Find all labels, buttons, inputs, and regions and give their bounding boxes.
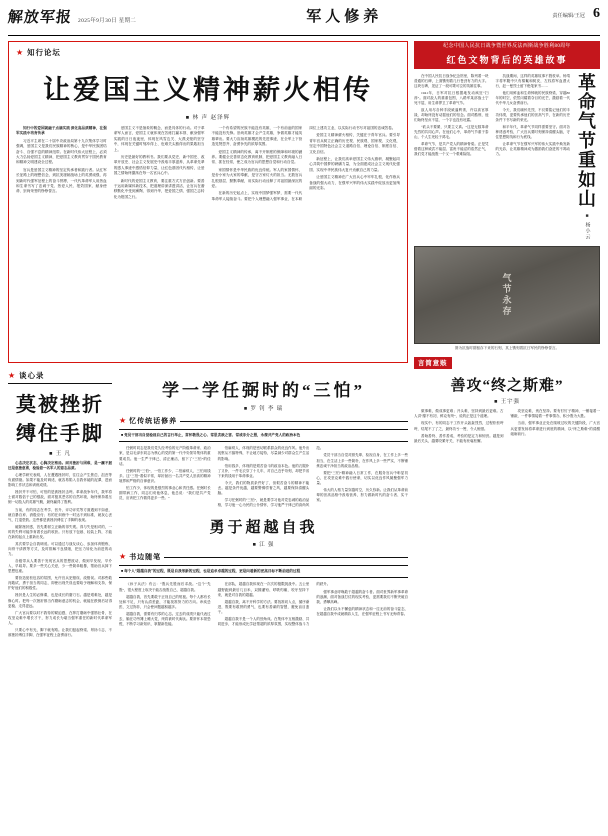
page-number: 6 — [593, 6, 600, 21]
right-column — [414, 41, 600, 831]
self-paragraph: 《孙子兵法》有云：“胜兵先胜而后求战。”这个“先胜”，很大程度上取决于能否战胜自己、超越自我。 — [119, 582, 211, 592]
lead-paragraph: 习近平主席在二十届中央政治局第十九次集体学习时强调，爱国主义是我们民族精神的核心，是中华民族团结奋斗、自强不息的精神纽带。在新时代伟大征程上，必须大力弘扬爱国主义精神，把爱国主义教育贯穿于国民教育和精神文明建设全过程。 — [16, 138, 107, 165]
talk-paragraph: 挫折是人生的必修课，也是成长的磨刀石。越是艰难处，越是修心时。把每一次挫折都当作磨砺意志的机会，就能在跌倒后站得更稳、走得更远。 — [8, 593, 112, 608]
talk-paragraph: 当前，有的同志在考学、晋升、评功评奖等方面遇到不如意，就自暴自弃、消极应付；有的在训练中一时达不到标准，就灰心丧气、打退堂鼓。这些都是被挫折缚住了手脚的表现。 — [8, 507, 112, 522]
section-title: 军人修养 — [306, 9, 383, 25]
stone-inscription-text: 气节永存 — [501, 272, 512, 317]
talk-body — [8, 461, 112, 638]
talk-paragraph: 广大官兵要以时不我待的紧迫感，在摔打磨砺中强筋壮骨，在攻坚克难中增长才干，努力成长为堪当强军重任的新时代革命军人。 — [8, 610, 112, 625]
right-bottom-article — [414, 351, 600, 444]
right-paragraph: 在中国人民抗日战争纪念馆里，陈列着一块普通的石碑，上面镌刻着几行苍劲有力的大字。这块石碑，见证了一段可歌可泣的英雄往事。 — [414, 73, 489, 88]
lead-column-tag — [16, 47, 400, 58]
fear-paragraph: 今天，我们的物质条件好了，但艰苦奋斗的精神不能丢。越是条件优越，越要警惕骄奢之风，越要保持清醒头脑。 — [217, 480, 310, 495]
right-title-column — [574, 74, 600, 240]
photo-caption: 图为抗战时期留存下来的石刻，其上镌刻着抗日军民的铮铮誓言。 — [454, 345, 560, 350]
self-paragraph: 强军事业呼唤敢于超越的奋斗者。面对世界新军事革命的浪潮，面对备战打仗的现实考验，更需要我们不断突破自我、勇攀高峰。 — [316, 589, 408, 604]
main-columns — [8, 41, 408, 831]
right-bottom-tag: 言简意赅 — [414, 357, 452, 369]
lead-intro: 知行中的爱国就融于点滴实践 深化高品质精神，在强军实践中培育传承 — [16, 126, 107, 136]
self-paragraph: 超越自我，离不开科学的方法。要找准切入点，循序渐进，既要有敢拼的勇气，也要有善谋的智慧，避免盲目蛮干。 — [217, 599, 310, 614]
talk-paragraph: 要营造宽松包容的氛围，允许官兵犯错误、改错误。对那些敢闯敢试、勇于担当的同志，即使出现失误也要给予理解和支持，保护好他们的积极性。 — [8, 576, 112, 591]
lead-paragraph: 历史是最好的教科书。我们要从党史、新中国史、改革开放史、社会主义发展史中汲取丰厚滋养，从革命先辈的感人事迹中感悟信仰力量，让红色基因代代相传，让爱国之情始终激荡在每一名官兵心中。 — [113, 154, 205, 176]
right-paragraph: 让革命气节在强军兴军的伟大实践中焕发新的光彩，让英雄精神成为激励我们奋进的不竭动力。 — [495, 142, 570, 157]
right-paragraph: 敌人用尽各种手段威逼利诱，许以高官厚禄，却始终没有动摇他们的信念。面对酷刑，他们始终坚贞不屈，一个字也没有吐露。 — [414, 107, 489, 122]
banner-line-1: 纪念中国人民抗日战争暨世界反法西斯战争胜利80周年 — [443, 44, 571, 49]
self-paragraph: 超越自我，需要有归零的心态。过去的成绩只能代表过去，躺在功劳簿上睡大觉，终将被时代淘汰。要常怀本领恐慌，不断学习新知识、掌握新技能。 — [119, 611, 211, 626]
fear-paragraph: 任弼时同志是我们党久经考验的无产阶级革命家、政治家，是以毛泽东同志为核心的党的第一代中央领导集体的重要成员。他一生严于律己、清正廉洁，留下了“三怕”的佳话。 — [119, 446, 211, 466]
lead-byline: ■ 林 声 赵泽辉 — [185, 115, 231, 121]
talk-paragraph: 其次要学会自我调适。可以通过与战友谈心、参加体育锻炼、向骨干请教等方式，及时排解不良情绪，把压力转化为前进的动力。 — [8, 541, 112, 556]
self-pullquote-text: ■ 每个人“超越自我”的过程，既是自我革新的过程，也是追求卓越的过程，更是向着新的更高目标不断前进的过程 — [121, 569, 301, 574]
right-paragraph: 今天，我们缅怀先烈，不仅要铭记他们的丰功伟绩，更要传承他们的崇高气节，在新的历史条件下书写新的荣光。 — [495, 107, 570, 122]
newspaper-logo: 解放军报 — [7, 10, 73, 26]
talk-lead: 心态决定状态，心胸决定格局。面对挫折与困难，是一蹶不振还是愈挫愈勇，检验着一名军人的意志品质。 — [8, 461, 112, 471]
masthead-right — [552, 6, 600, 22]
lead-paragraph: 在新的历史起点上，实现中国梦强军梦，需要一代代革命军人接续奋斗。要把个人理想融入强军事业，在本职岗位上建功立业，以实际行动书写对祖国的忠诚答卷。 — [211, 126, 396, 201]
fear-article — [119, 370, 408, 640]
star-icon: ★ — [119, 416, 127, 425]
self-headline: 勇于超越自我 — [209, 520, 318, 537]
talk-headline: 莫被挫折缚住手脚 — [16, 394, 104, 445]
fear-sub-tag: 忆传统话修养 — [129, 417, 178, 425]
right-paragraph: 和平年代，革命气节同样需要坚守。面对各种诱惑考验，广大官兵要时刻保持清醒头脑，守住思想防线和行为底线。 — [495, 125, 570, 140]
lead-paragraph: 让爱国主义精神在广大官兵心中牢牢扎根，化作练兵备战的强大动力，在强军兴军的伟大实践中绽放出更加绚丽的光彩。 — [309, 175, 400, 190]
lead-paragraph: 一个有希望的民族不能没有英雄，一个有前途的国家不能没有先锋。崇尚英雄才会产生英雄，争做英雄才能英雄辈出。要大力宣扬英雄模范的先进事迹，在全军上下营造见贤思齐、奋勇争先的浓厚氛围。 — [211, 126, 303, 147]
lead-paragraph: 官兵是爱国主义精神的坚定传承者和践行者。从红军长征路上的理想信念，到抗美援朝战场上的英勇顽强，再到新时代强军征程上的奋斗拼搏，一代代革命军人用热血和生命书写了忠诚于党、热爱人民、报效国家、献身使命、崇尚荣誉的铮铮誓言。 — [16, 167, 107, 194]
fear-paragraph: 怕麻烦人，体现的是密切联系群众的优良作风。他外出视察从不搞特殊，不让地方接待，尽量减少对群众生产生活的影响。 — [217, 446, 310, 461]
page-body — [8, 41, 600, 831]
fear-sub-tag-row — [119, 416, 408, 426]
talk-paragraph: 心理学研究表明，人在遭遇挫折时，往往会产生焦虑、沮丧等负面情绪。如果不能及时调适，就容易陷入自我怀疑的泥潭，进而影响工作状态和训练成绩。 — [8, 473, 112, 488]
fear-paragraph: 任弼时的“三怕”，一怕工作少，二怕麻烦人，三怕用钱多。这“三怕”看似平常，却折射出一名共产党人崇高的精神境界和严格的自律意识。 — [119, 468, 211, 483]
star-icon: ★ — [16, 47, 24, 57]
publication-date: 2025年9月30日 星期二 — [78, 18, 137, 24]
right-bottom-byline: ■ 王宇强 — [494, 399, 520, 406]
right-paragraph: “砍头不要紧，只要主义真。”这是无数革命先烈的共同心声。在他们心中，革命气节重于泰山，个人生死轻于鸿毛。 — [414, 125, 489, 140]
fear-body — [119, 446, 408, 508]
talk-paragraph: 只要心中有光，脚下就有路。让我们挺起脊梁、昂扬斗志，不被挫折缚住手脚，在强军征程上奋勇前行。 — [8, 627, 112, 637]
responsible-editor: 责任编辑/王冠 — [552, 13, 585, 19]
lead-paragraph: 爱国主义精神的传承，离不开制度的保障和环境的涵养。要健全完善常态化教育机制，把爱国主义教育融入日常、抓在经常，使之成为官兵的思想自觉和行动自觉。 — [211, 149, 303, 165]
lead-tag-label: 知行论坛 — [27, 48, 61, 57]
fear-paragraph: 要把“三怕”精神融入日常工作，在服务官兵中彰显初心，在攻坚克难中践行使命，切实以优良作风凝聚强军力量。 — [316, 470, 408, 485]
lead-article — [8, 41, 408, 363]
anniversary-banner — [414, 41, 600, 69]
self-paragraph: 超越自我，首先要敢于正视自己的短板。每个人都有长处和不足，只有认清差距，才能找准努力的方向。讳疾忌医、文过饰非，只会使问题越积越多。 — [119, 594, 211, 609]
lead-paragraph: 家国情怀是中华民族的优良传统。军人的家国情怀，是舍小家为大家的奉献，是守万家灯火的担当。无数官兵扎根基层、默默奉献，用实际行动诠释了对祖国最深沉的爱。 — [211, 167, 303, 188]
talk-byline: ■ 王 凡 — [49, 451, 71, 457]
lead-body — [16, 126, 400, 202]
fear-headline: 学一学任弼时的“三怕” — [162, 381, 365, 400]
right-paragraph: 革命气节，是共产党人的精神脊梁。正是凭借着这种威武不能屈、富贵不能淫的浩然正气，我们党才能战胜一个又一个艰难险阻。 — [414, 142, 489, 157]
star-icon: ★ — [119, 552, 127, 562]
right-bottom-paragraph: 现实中，有的同志干工作开头轰轰烈烈，过程松松垮垮，结尾不了了之，最终功亏一篑，令人惋惜。 — [414, 421, 504, 431]
fear-byline: ■ 罗 钊 李 瑞 — [243, 406, 284, 412]
talk-paragraph: 破除挫折感，首先要树立正确的得失观。得与失是相对的，一时的失利可能孕育着长远的收获。只有放下包袱、轻装上阵，才能在新的起点上重新出发。 — [8, 524, 112, 539]
masthead-left — [8, 6, 136, 27]
lead-paragraph: 爱国主义不是抽象的概念，而是具体的行动。对于革命军人而言，爱国主义就体现在苦练打赢本领、献身强军实践的日日夜夜里，体现在风雪边关、大漠戈壁的坚守中，体现在关键时刻冲得上、危难关头豁得出的果敢担当上。 — [113, 126, 205, 152]
right-article-body — [414, 74, 570, 240]
right-paragraph: 抗战期间，这样的英雄故事不胜枚举。杨靖宇将军腹中只有棉絮和树皮，左权将军血洒太行，赵一曼烈士留下绝笔家书…… — [495, 73, 570, 88]
lead-paragraph: 爱国主义精神薪火相传，关键在于青年官兵。要引导青年官兵树立正确的历史观、民族观、国家观、文化观，坚定中国特色社会主义道路自信、理论自信、制度自信、文化自信。 — [309, 133, 400, 154]
lead-paragraph: 新征程上，让我们高举爱国主义伟大旗帜，凝聚起同心共筑中国梦的磅礴力量，为全面建成社会主义现代化强国、实现中华民族伟大复兴贡献自己的力量。 — [309, 156, 400, 172]
right-headline: 革命气节重如山 — [578, 72, 596, 210]
lead-headline: 让爱国主义精神薪火相传 — [43, 75, 373, 105]
divider-line — [180, 421, 408, 422]
talk-article — [8, 370, 112, 640]
self-paragraph: 在部队，超越自我体现在一次次的极限挑战中。五公里越野跑到最后几百米，双腿灌铅、呼吸灼痛，咬牙坚持下来，就是对自我的超越。 — [217, 582, 310, 597]
right-bottom-body — [414, 409, 600, 443]
middle-band — [8, 370, 408, 640]
talk-tag-label: 谈心录 — [19, 371, 45, 380]
fear-pullquote-text: ■ 党员干部当自觉检视自己的言行举止，常怀敬畏之心、常思贪欲之害、常戒非分之想，永葆共产党人的政治本色 — [121, 433, 301, 437]
right-bottom-paragraph: 善始善终、善作善成，考验的是定力和韧劲。越是到最后关头，越要咬紧牙关，不能有丝毫松懈。 — [414, 433, 504, 443]
fear-pullquote — [119, 429, 408, 442]
self-byline: ■ 江 强 — [252, 542, 275, 549]
stone-photo — [414, 246, 600, 344]
right-author: ■ 杨小云 — [584, 213, 590, 240]
self-pullquote — [119, 565, 408, 578]
right-article — [414, 74, 600, 240]
star-icon: ★ — [8, 370, 16, 380]
masthead-divider — [8, 35, 600, 36]
right-paragraph: 他们用鲜血和生命铸就的民族脊梁，穿越80年的时空，依然闪耀着夺目的光芒，激励着一代代中华儿女奋勇前行。 — [495, 90, 570, 105]
self-paragraph: 超越自我不是一个人的独角戏。在集体中互相激励、共同进步，才能形成比学赶帮超的浓厚氛围，实现整体战斗力的跃升。 — [217, 582, 331, 626]
fear-paragraph: 怕工作少，体现的是强烈的事业心和责任感。任弼时长期带病工作，同志们劝他休息，他总说：“我们是共产党员，应该把工作做得更多一些。” — [119, 485, 211, 500]
self-body — [119, 582, 408, 627]
right-paragraph: 1941年，日军对抗日根据地发动疯狂“扫荡”。面对敌人的重重包围，八路军某部战士宁死不屈，用生命捍卫了革命气节。 — [414, 90, 489, 105]
banner-line-2: 红色文物背后的英雄故事 — [446, 54, 568, 65]
self-paragraph: 让我们以永不懈怠的精神状态和一往无前的奋斗姿态，在超越自我中成就精彩人生，在强军征程上书写无悔青春。 — [316, 606, 408, 616]
right-bottom-headline: 善攻“终之斯难” — [450, 378, 564, 395]
fear-paragraph: 学习任弼时的“三怕”，就是要学习他对党忠诚的政治品格，学习他一心为民的公仆情怀，学习他严于律己的高尚风范。 — [217, 446, 324, 508]
right-bottom-paragraph: 做事难，做成事更难；开头难，坚持到最后更难。古人讲“靡不有初，鲜克有终”，说的正是这个道理。 — [414, 409, 504, 419]
talk-paragraph: 各级带兵人要善于发现官兵的思想波动，做到早发现、早介入、早疏导。要多一些关心关爱，少一些简单粗暴，帮助官兵卸下思想包袱。 — [8, 559, 112, 574]
fear-paragraph: 伟大的人格力量穿越时空，历久弥新。让我们从革命前辈的崇高品格中汲取营养，努力做新时代的奋斗者、实干家。 — [316, 487, 408, 502]
talk-paragraph: 挫折并不可怕，可怕的是被挫折击垮。革命战争年代，我军将士面对数倍于己的强敌，面对极其恶劣的自然环境，始终保持着压倒一切敌人的英雄气概，最终赢得了胜利。 — [8, 490, 112, 505]
divider-line — [164, 557, 408, 558]
self-sub-tag: 书边随笔 — [129, 553, 162, 562]
right-bottom-paragraph: 攻坚克难，贵在坚持。要有钉钉子精神，一锤接着一锤敲，一件事情接着一件事情办，积小胜为大胜。 — [510, 409, 600, 419]
masthead — [8, 6, 600, 32]
fear-paragraph: 怕用钱多，体现的是艰苦奋斗的政治本色。他的衣服补了又补，一件毛衣穿了十几年，对自己近乎苛刻，却把节省下来的钱用于革命事业。 — [217, 463, 310, 478]
lead-paragraph: 新时代的爱国主义教育，要注重方式方法创新。要善于运用新媒体新技术，把道理讲深讲透讲活，让官兵在潜移默化中受到熏陶、得到升华，把爱国之情、强国之志转化为报国之行。 — [113, 178, 205, 199]
talk-section-header — [8, 370, 112, 384]
fear-paragraph: 党员干部当自觉对照先辈、检视自身，在工作上多一些担当，在生活上多一些简朴，在作风上多一些严实，不断锤炼忠诚干净担当的政治品格。 — [316, 453, 408, 468]
self-sub-tag-row — [119, 552, 408, 562]
right-bottom-paragraph: 当前，强军事业正处在爬坡过坎的关键阶段，广大官兵更需发扬将革命进行到底的精神，以“终之斯难”的清醒砥砺前行。 — [510, 421, 600, 436]
